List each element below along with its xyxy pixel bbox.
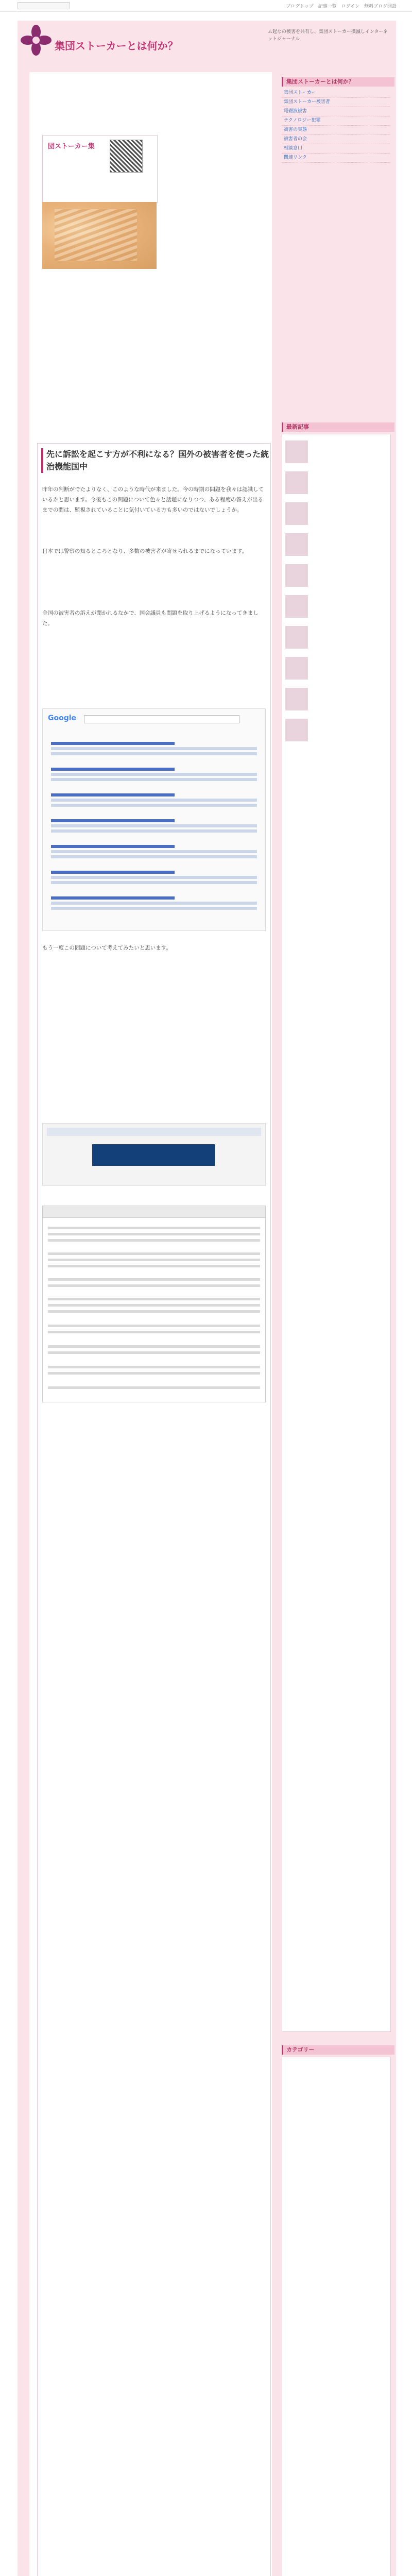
flower-logo-icon (20, 24, 53, 57)
ad-banner[interactable] (92, 1144, 215, 1166)
sidebar-item[interactable]: テクノロジー犯罪 (282, 116, 390, 126)
sidebar-item[interactable]: 関連リンク (282, 154, 390, 163)
search-result (51, 791, 257, 807)
top-link[interactable]: ログイン (341, 4, 360, 9)
top-bar (0, 0, 412, 12)
google-logo: Google (48, 714, 77, 722)
article-paragraph: 昨年の判断がでたよりなく、このような時代が来ました。今の時期の問題を我々は認識しているかと思います。今後もこの問題について色々と話題になりつつ、ある程度の答えが出るまでの間は、監視されていることに気付いている方も多いのではないでしょうか。 (42, 486, 264, 513)
profile-banner-image (42, 202, 157, 269)
recent-post[interactable] (285, 500, 386, 527)
recent-post[interactable] (285, 562, 386, 589)
recent-post[interactable] (285, 655, 386, 682)
top-link[interactable]: 無料ブログ開設 (364, 4, 397, 9)
search-result (51, 817, 257, 833)
search-result (51, 766, 257, 781)
sidebar-list (282, 89, 390, 163)
article-paragraph: 全国の被害者の訴えが聞かれるなかで、国会議員も問題を取り上げるようになってきました。 (42, 610, 259, 626)
blog-title[interactable]: 集団ストーカーとは何か？ (55, 40, 178, 52)
recent-post[interactable] (285, 717, 386, 743)
sidebar-item[interactable]: 被害者の会 (282, 135, 390, 144)
top-links (283, 3, 397, 9)
screenshot-search-results (42, 708, 266, 931)
sidebar-item[interactable]: 集団ストーカー (282, 89, 390, 98)
article-paragraph: 日本では警察の知るところとなり、多数の被害者が寄せられるまでになっています。 (42, 548, 248, 554)
browser-bar (47, 1128, 261, 1136)
top-link[interactable]: 記事一覧 (318, 4, 337, 9)
article-title-wrap (41, 448, 271, 473)
category-card (282, 2057, 391, 2576)
recent-post[interactable] (285, 531, 386, 558)
recent-post[interactable] (285, 593, 386, 620)
search-box (84, 715, 239, 723)
screenshot-banner (42, 1123, 266, 1186)
sidebar-item[interactable]: 相談窓口 (282, 144, 390, 154)
sidebar-item[interactable]: 被害の実態 (282, 126, 390, 135)
recent-post[interactable] (285, 686, 386, 713)
profile-title: 団ストーカー集 (48, 143, 95, 150)
search-result (51, 894, 257, 910)
sidebar-item[interactable]: 電磁波被害 (282, 107, 390, 116)
search-input[interactable] (18, 2, 70, 9)
sidebar-heading: カテゴリー (282, 2045, 394, 2055)
document-header (43, 1206, 265, 1218)
sidebar-heading: 最新記事 (282, 422, 394, 432)
search-result (51, 740, 257, 755)
sidebar-heading: 集団ストーカーとは何か？ (282, 77, 394, 87)
recent-post[interactable] (285, 438, 386, 465)
top-link[interactable]: ブログトップ (286, 4, 314, 9)
recent-posts-card (282, 434, 391, 2032)
recent-post[interactable] (285, 469, 386, 496)
screenshot-document (42, 1206, 266, 1402)
profile-box (42, 135, 158, 203)
search-result (51, 869, 257, 884)
header-description: ム起なの被害を共有し、集団ストーカー撲滅しインターネットジャーナル (268, 29, 388, 42)
article-title[interactable]: 先に訴訟を起こす方が不利になる？国外の被害者を使った統治機能国中 (46, 449, 269, 471)
search-result (51, 843, 257, 858)
sidebar-item[interactable]: 集団ストーカー被害者 (282, 98, 390, 107)
recent-post[interactable] (285, 624, 386, 651)
article-paragraph: もう一度この問題について考えてみたいと思います。 (42, 945, 171, 951)
profile-image (110, 140, 143, 173)
